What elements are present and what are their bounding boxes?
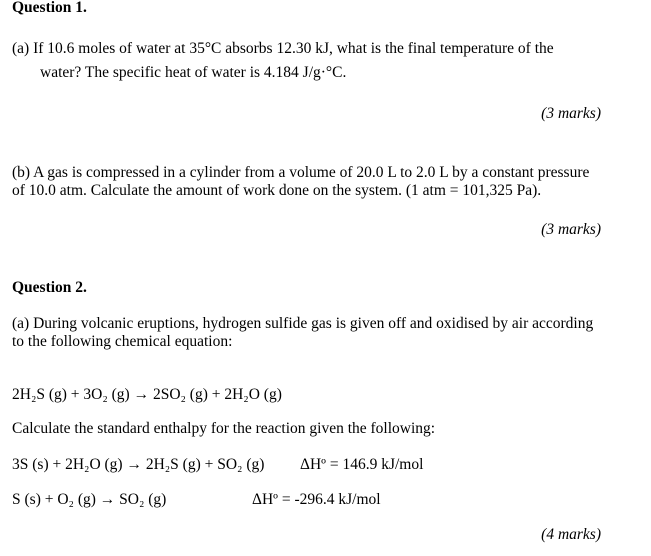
- question-2a-text: [12, 315, 593, 351]
- question-2a-line-1: (a) During volcanic eruptions, hydrogen sulfide gas is given off and oxidised by air according: [12, 315, 594, 332]
- given-reaction-2: S (s) + O₂ (g) → SO₂ (g): [12, 491, 167, 508]
- reaction-equation: 2H₂S (g) + 3O₂ (g) → 2SO₂ (g) + 2H₂O (g): [12, 386, 282, 403]
- instruction-text: Calculate the standard enthalpy for the reaction given the following:: [12, 420, 436, 437]
- question-1a-line-2: water? The specific heat of water is 4.184 J/g·°C.: [40, 64, 347, 81]
- question-1a-text: [12, 40, 554, 82]
- given-reaction-1: 3S (s) + 2H₂O (g) → 2H₂S (g) + SO₂ (g): [12, 456, 265, 473]
- question-1-heading: Question 1.: [12, 0, 87, 16]
- question-1a-marks: (3 marks): [541, 105, 601, 122]
- question-1b-marks: (3 marks): [541, 221, 601, 238]
- given-reaction-2-enthalpy: ΔHº = -296.4 kJ/mol: [252, 491, 381, 508]
- given-reaction-1-enthalpy: ΔHº = 146.9 kJ/mol: [300, 456, 424, 473]
- question-2-heading: Question 2.: [12, 279, 87, 296]
- question-2a-line-2: to the following chemical equation:: [12, 333, 233, 350]
- question-1b-line-2: of 10.0 atm. Calculate the amount of work done on the system. (1 atm = 101,325 Pa).: [12, 182, 542, 199]
- question-2a-marks: (4 marks): [541, 526, 601, 543]
- question-1b-line-1: (b) A gas is compressed in a cylinder from a volume of 20.0 L to 2.0 L by a constant pressure: [12, 164, 590, 181]
- question-1a-line-1: (a) If 10.6 moles of water at 35°C absorbs 12.30 kJ, what is the final temperature of the: [12, 40, 554, 57]
- question-1b-text: [12, 164, 589, 200]
